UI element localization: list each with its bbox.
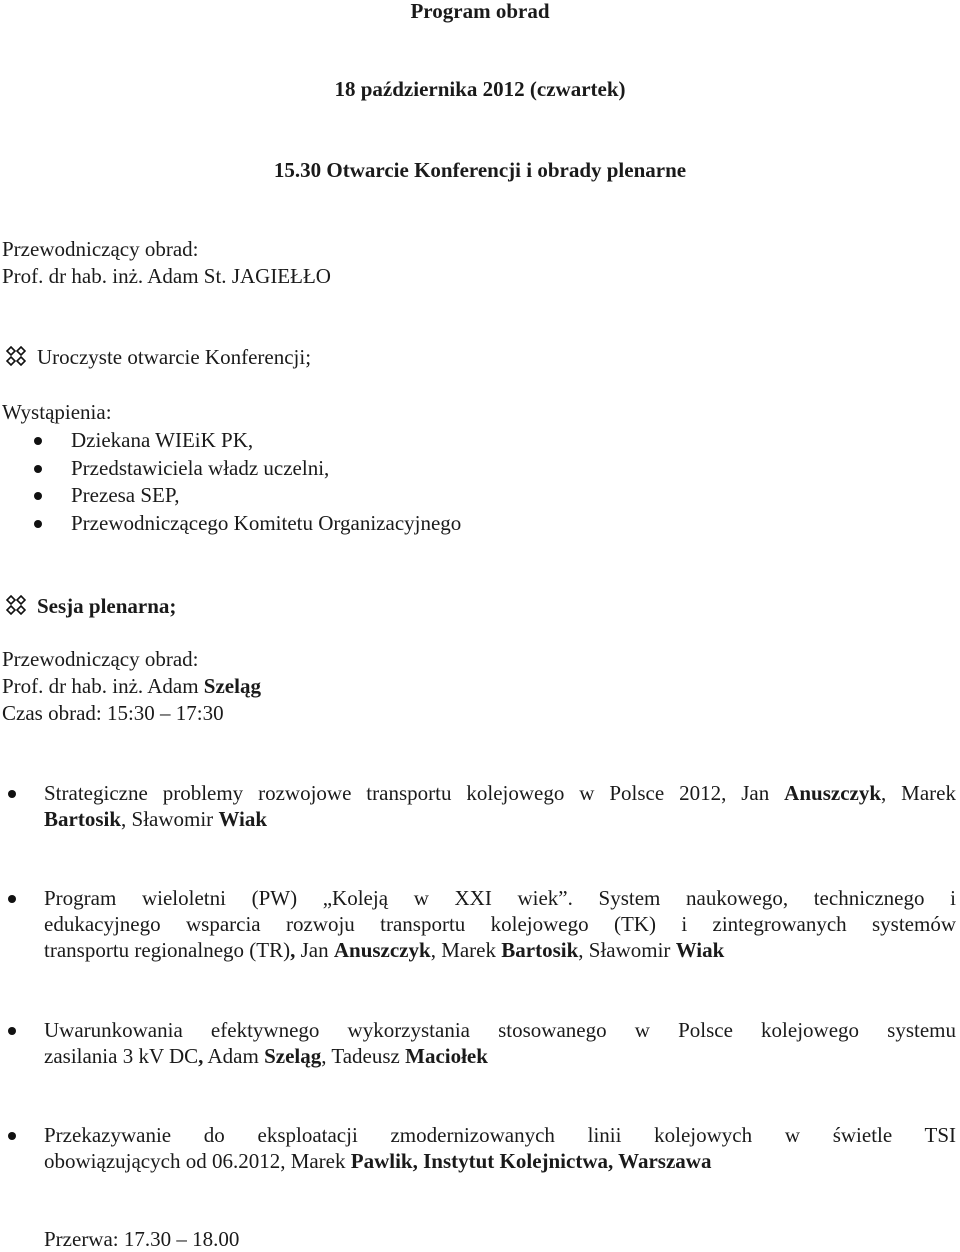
chair-prefix: Prof. dr hab. inż. Adam <box>2 674 204 698</box>
bullet-icon <box>34 492 42 500</box>
talk-text: , Sławomir <box>578 938 676 962</box>
diamond-bullet-icon <box>6 595 26 615</box>
author-surname: Bartosik <box>501 938 579 962</box>
talk-line <box>44 1148 956 1174</box>
talk-text: , <box>290 938 296 962</box>
opening-heading: 15.30 Otwarcie Konferencji i obrady plenarne <box>273 158 687 182</box>
talk-line <box>44 780 956 806</box>
chair-name <box>2 263 331 289</box>
talk-item <box>44 1122 956 1174</box>
talk-item <box>44 885 956 963</box>
bullet-icon <box>34 520 42 528</box>
bullet-icon <box>8 1132 16 1140</box>
talk-line <box>44 806 956 832</box>
talk-line: edukacyjnego wsparcia rozwoju transportu kolejowego (TK) i zintegrowanych systemów <box>44 912 956 936</box>
bullet-icon <box>34 465 42 473</box>
talk-line: Program wieloletni (PW) „Koleją w XXI wiek”. System naukowego, technicznego i <box>44 886 956 910</box>
bullet-icon <box>8 895 16 903</box>
talk-line: Uwarunkowania efektywnego wykorzystania stosowanego w Polsce kolejowego systemu <box>44 1018 956 1042</box>
talk-text: , Sławomir <box>121 807 219 831</box>
agenda-item-session: Sesja plenarna; <box>37 594 177 618</box>
chair-label: Przewodniczący obrad: <box>2 647 199 671</box>
diamond-bullet-icon <box>6 346 26 366</box>
author-surname: Szeląg <box>264 1044 322 1068</box>
page-title: Program obrad <box>410 0 550 23</box>
talk-text: obowiązujących od 06.2012, Marek <box>44 1149 351 1173</box>
talk-line <box>44 937 956 963</box>
speech-item: Prezesa SEP, <box>71 483 180 507</box>
talk-title: Strategiczne problemy rozwojowe transportu kolejowego w Polsce 2012, Jan <box>44 781 785 805</box>
talk-item <box>44 780 956 832</box>
chair-prefix: Prof. dr hab. inż. Adam St. <box>2 264 232 288</box>
author-surname: Wiak <box>218 807 268 831</box>
chair-name <box>2 673 261 699</box>
author-surname: Maciołek <box>405 1044 488 1068</box>
talk-line <box>44 1043 956 1069</box>
author-affiliation: Pawlik, Instytut Kolejnictwa, Warszawa <box>350 1149 712 1173</box>
date-heading: 18 października 2012 (czwartek) <box>334 77 626 101</box>
talk-text: , <box>198 1044 204 1068</box>
speech-item: Dziekana WIEiK PK, <box>71 428 254 452</box>
agenda-item-opening: Uroczyste otwarcie Konferencji; <box>37 345 312 369</box>
bullet-icon <box>8 1027 16 1035</box>
speeches-label: Wystąpienia: <box>2 400 112 424</box>
talk-text: , Tadeusz <box>321 1044 406 1068</box>
bullet-icon <box>8 790 16 798</box>
talk-text: Adam <box>203 1044 265 1068</box>
talk-item <box>44 1017 956 1069</box>
break-time: Przerwa: 17.30 – 18.00 <box>44 1227 240 1251</box>
talk-text: , Marek <box>881 781 956 805</box>
speech-item: Przedstawiciela władz uczelni, <box>71 456 330 480</box>
talk-line: Przekazywanie do eksploatacji zmodernizowanych linii kolejowych w świetle TSI <box>44 1123 956 1147</box>
author-surname: Anuszczyk <box>784 781 882 805</box>
talk-text: Jan <box>295 938 334 962</box>
speech-item: Przewodniczącego Komitetu Organizacyjnego <box>71 511 462 535</box>
talk-text: , Marek <box>430 938 502 962</box>
author-surname: Anuszczyk <box>333 938 431 962</box>
chair-surname: JAGIEŁŁO <box>231 264 331 288</box>
chair-label: Przewodniczący obrad: <box>2 237 199 261</box>
chair-surname: Szeląg <box>203 674 261 698</box>
bullet-icon <box>34 437 42 445</box>
author-surname: Wiak <box>675 938 725 962</box>
talk-text: zasilania 3 kV DC <box>44 1044 199 1068</box>
talk-text: transportu regionalnego (TR) <box>44 938 291 962</box>
session-time: Czas obrad: 15:30 – 17:30 <box>2 701 224 725</box>
author-surname: Bartosik <box>44 807 122 831</box>
